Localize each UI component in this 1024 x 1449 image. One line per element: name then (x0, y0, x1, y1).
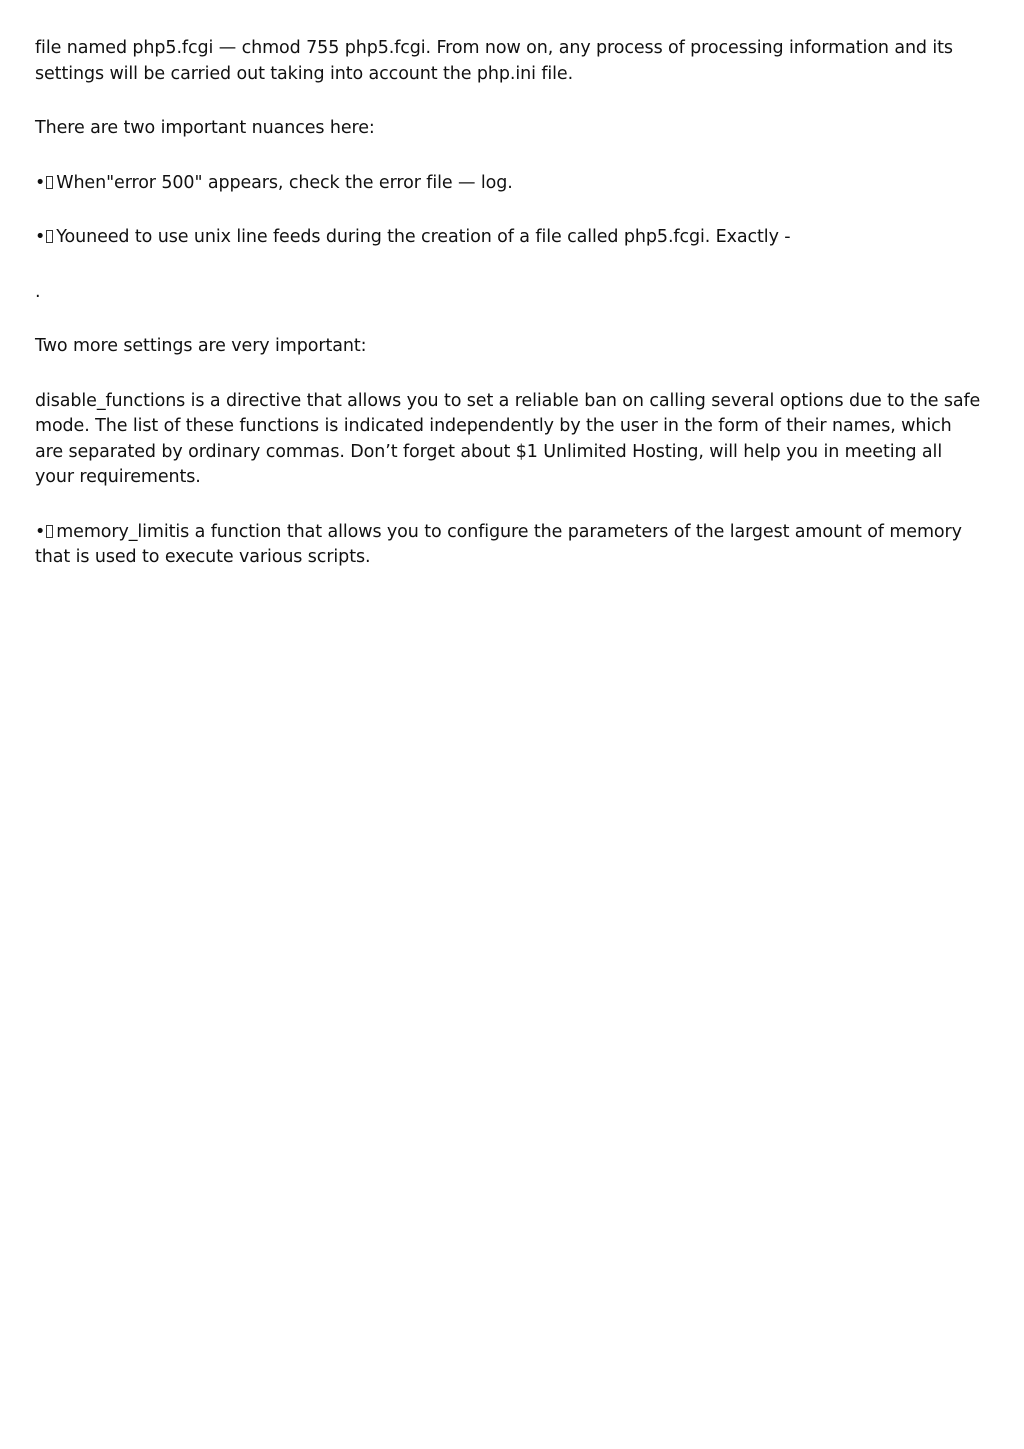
paragraph-nuances-intro: There are two important nuances here: (35, 118, 375, 138)
bullet-icon: • (35, 521, 46, 542)
stray-dot-line: . (35, 281, 41, 302)
bullet-item-unix-line-feeds (35, 225, 985, 251)
bullet-item-memory-limit (35, 520, 985, 571)
missing-glyph-icon (46, 525, 53, 538)
bullet-icon: • (35, 172, 46, 193)
missing-glyph-icon (46, 230, 53, 243)
bullet-text: Youneed to use unix line feeds during the creation of a file called php5.fcgi. Exactly - (56, 227, 791, 247)
bullet-item-error-500 (35, 171, 985, 197)
missing-glyph-icon (46, 176, 53, 189)
bullet-text: memory_limitis a function that allows you to configure the parameters of the largest amount of memory that is used to execute various scripts. (35, 521, 962, 567)
paragraph-php5-fcgi: file named php5.fcgi — chmod 755 php5.fcgi. From now on, any process of processing information and its settings will be carried out taking into account the php.ini file. (35, 38, 953, 84)
document-body (35, 36, 985, 600)
paragraph-disable-functions: disable_functions is a directive that allows you to set a reliable ban on calling several options due to the safe mode. The list of these functions is indicated independently by the user in the form of their names, which are separated by ordinary commas. Don’t forget about $1 Unlimited Hosting, will help you in meeting all your requirements. (35, 390, 981, 487)
bullet-icon: • (35, 227, 46, 247)
bullet-text: When"error 500" appears, check the error file — log. (56, 172, 513, 193)
paragraph-more-settings: Two more settings are very important: (35, 336, 367, 356)
